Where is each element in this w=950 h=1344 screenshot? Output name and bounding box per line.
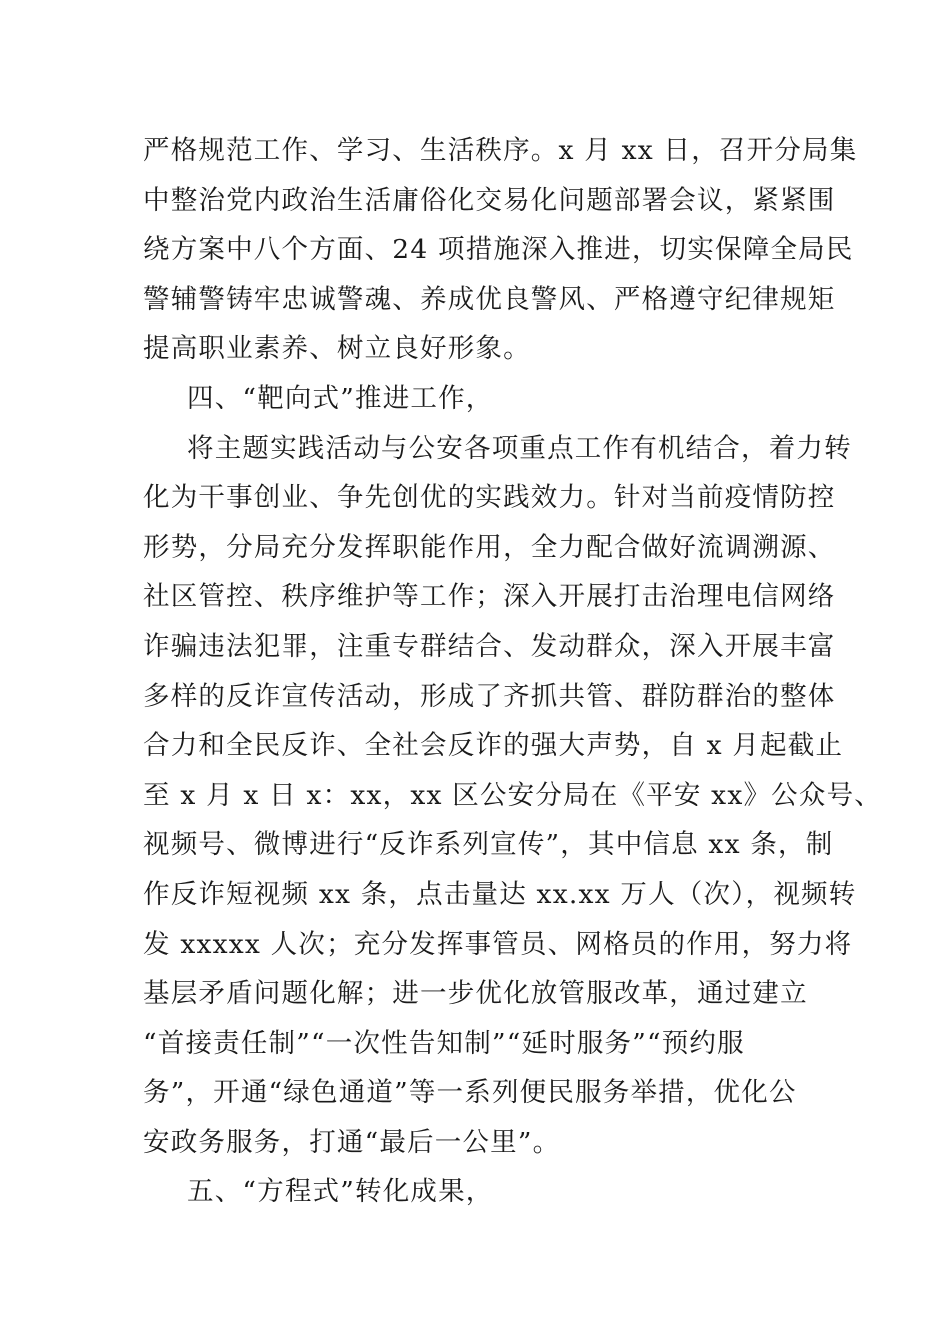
text-line: 中整治党内政治生活庸俗化交易化问题部署会议，紧紧围 bbox=[143, 184, 836, 216]
document-body bbox=[143, 126, 882, 1217]
section-heading-4: 四、“靶向式”推进工作， bbox=[187, 382, 494, 414]
text-line: 务”，开通“绿色通道”等一系列便民服务举措，优化公 bbox=[143, 1077, 797, 1109]
text-line: 化为干事创业、争先创优的实践效力。针对当前疫情防控 bbox=[143, 482, 836, 514]
text-line: 提高职业素养、树立良好形象。 bbox=[143, 333, 531, 365]
text-line: 社区管控、秩序维护等工作；深入开展打击治理电信网络 bbox=[143, 581, 836, 613]
text-line: 基层矛盾问题化解；进一步优化放管服改革，通过建立 bbox=[143, 978, 808, 1010]
text-line: 多样的反诈宣传活动，形成了齐抓共管、群防群治的整体 bbox=[143, 680, 836, 712]
text-line: 将主题实践活动与公安各项重点工作有机结合，着力转 bbox=[187, 432, 852, 464]
text-line: 警辅警铸牢忠诚警魂、养成优良警风、严格遵守纪律规矩 bbox=[143, 283, 836, 315]
text-line: 发 xxxxx 人次；充分发挥事管员、网格员的作用，努力将 bbox=[143, 928, 853, 960]
text-line: 形势，分局充分发挥职能作用，全力配合做好流调溯源、 bbox=[143, 531, 836, 563]
text-line: 绕方案中八个方面、24 项措施深入推进，切实保障全局民 bbox=[143, 234, 854, 266]
text-line: “首接责任制”“一次性告知制”“延时服务”“预约服 bbox=[143, 1027, 745, 1059]
text-line: 诈骗违法犯罪，注重专群结合、发动群众，深入开展丰富 bbox=[143, 630, 836, 662]
text-line: 严格规范工作、学习、生活秩序。x 月 xx 日，召开分局集 bbox=[143, 135, 858, 166]
text-line: 安政务服务，打通“最后一公里”。 bbox=[143, 1126, 561, 1158]
text-line: 合力和全民反诈、全社会反诈的强大声势，自 x 月起截止 bbox=[143, 730, 844, 762]
text-line: 视频号、微博进行“反诈系列宣传”，其中信息 xx 条，制 bbox=[143, 829, 834, 861]
text-line: 作反诈短视频 xx 条，点击量达 xx.xx 万人（次），视频转 bbox=[143, 878, 857, 910]
section-heading-5: 五、“方程式”转化成果， bbox=[187, 1176, 494, 1208]
text-line: 至 x 月 x 日 x：xx，xx 区公安分局在《平安 xx》公众号、 bbox=[143, 779, 882, 811]
